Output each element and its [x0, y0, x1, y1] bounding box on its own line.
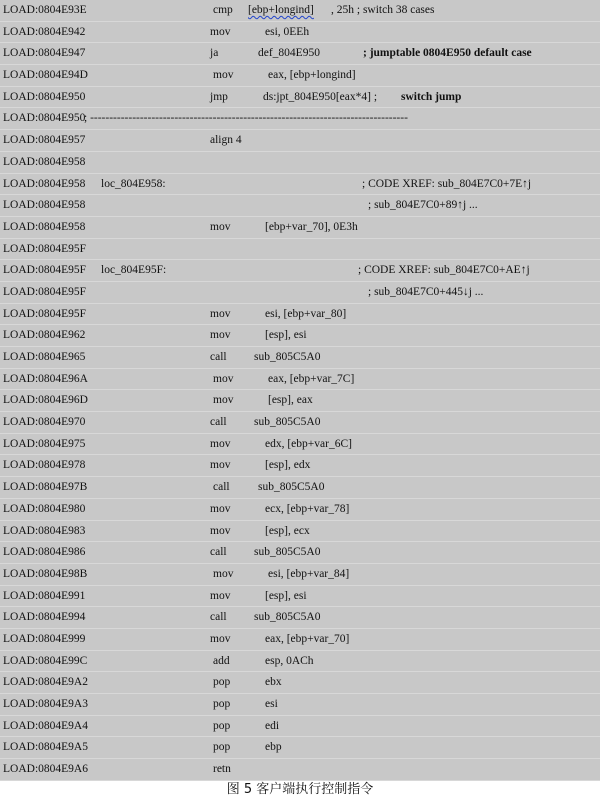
line-address: LOAD:0804E950	[3, 112, 86, 125]
line-mnemonic: mov	[213, 69, 234, 82]
line-address: LOAD:0804E958	[3, 155, 86, 168]
line-operand: sub_805C5A0	[254, 351, 321, 363]
listing-line	[0, 542, 600, 564]
line-mnemonic: retn	[213, 763, 231, 776]
line-address: LOAD:0804E95F	[3, 307, 87, 320]
line-mnemonic: jmp	[210, 90, 228, 103]
line-operand: [esp], ecx	[265, 524, 310, 537]
line-operand: ecx, [ebp+var_78]	[265, 502, 350, 515]
listing-line	[0, 195, 600, 217]
listing-line	[0, 152, 600, 174]
line-address: LOAD:0804E95F	[3, 264, 87, 277]
line-operand: esp, 0ACh	[265, 654, 314, 667]
line-operand: sub_805C5A0	[254, 546, 321, 559]
listing-line	[0, 499, 600, 521]
line-address: LOAD:0804E947	[3, 47, 86, 60]
line-mnemonic: call	[213, 481, 230, 494]
line-address: LOAD:0804E958	[3, 177, 86, 190]
line-address: LOAD:0804E98B	[3, 567, 88, 580]
line-mnemonic: ja	[210, 47, 219, 60]
line-operand: [ebp+var_70], 0E3h	[265, 220, 358, 233]
line-operand: [esp], esi	[265, 329, 307, 342]
line-address: LOAD:0804E95F	[3, 242, 87, 255]
line-mnemonic: mov	[210, 25, 231, 38]
listing-line	[0, 282, 600, 304]
line-operand: esi	[265, 698, 278, 710]
listing-line	[0, 174, 600, 196]
line-operand: ds:jpt_804E950[eax*4] ;	[263, 90, 378, 103]
line-address: LOAD:0804E96A	[3, 372, 88, 385]
listing-line	[0, 87, 600, 109]
line-address: LOAD:0804E970	[3, 416, 86, 429]
listing-line	[0, 0, 600, 22]
listing-line	[0, 325, 600, 347]
line-operand: esi, [ebp+var_84]	[268, 567, 350, 580]
listing-line	[0, 455, 600, 477]
line-mnemonic: pop	[213, 698, 231, 710]
line-operand: sub_805C5A0	[254, 416, 321, 429]
line-mnemonic: mov	[210, 459, 231, 472]
line-address: LOAD:0804E980	[3, 502, 86, 515]
listing-line	[0, 390, 600, 412]
listing-line	[0, 217, 600, 239]
line-mnemonic: mov	[210, 589, 231, 602]
figure-caption: 图 5 客户端执行控制指令	[226, 782, 374, 797]
line-mnemonic: add	[213, 654, 230, 667]
listing-line	[0, 130, 600, 152]
line-address: LOAD:0804E942	[3, 25, 86, 38]
line-operand: esi, [ebp+var_80]	[265, 307, 347, 320]
listing-line	[0, 607, 600, 629]
listing-line	[0, 434, 600, 456]
line-mnemonic: pop	[213, 741, 231, 754]
line-label: loc_804E95F:	[101, 264, 167, 277]
line-mnemonic: mov	[210, 329, 231, 342]
line-label: loc_804E958:	[101, 177, 166, 190]
line-address: LOAD:0804E9A5	[3, 741, 88, 754]
line-mnemonic: call	[210, 611, 227, 624]
line-address: LOAD:0804E97B	[3, 481, 88, 494]
line-address: LOAD:0804E994	[3, 611, 86, 624]
line-mnemonic: call	[210, 351, 227, 363]
line-address: LOAD:0804E950	[3, 90, 86, 103]
line-address: LOAD:0804E94D	[3, 69, 88, 82]
line-address: LOAD:0804E9A3	[3, 698, 88, 710]
line-mnemonic: align 4	[210, 134, 242, 147]
line-operand: [esp], edx	[265, 459, 311, 472]
line-address: LOAD:0804E978	[3, 459, 86, 472]
line-mnemonic: mov	[213, 372, 234, 385]
line-mnemonic: cmp	[213, 4, 233, 16]
line-mnemonic: mov	[210, 437, 231, 450]
line-mnemonic: mov	[213, 394, 234, 407]
line-address: LOAD:0804E9A4	[3, 719, 88, 732]
line-comment: ; CODE XREF: sub_804E7C0+7E↑j	[362, 177, 532, 190]
line-address: LOAD:0804E999	[3, 632, 86, 645]
line-address: LOAD:0804E975	[3, 437, 86, 450]
line-comment: ; CODE XREF: sub_804E7C0+AE↑j	[358, 264, 530, 277]
listing-line	[0, 369, 600, 391]
line-comment: , 25h ; switch 38 cases	[331, 4, 435, 16]
listing-line	[0, 694, 600, 716]
line-operand: eax, [ebp+var_70]	[265, 632, 350, 645]
listing-line	[0, 65, 600, 87]
line-address: LOAD:0804E986	[3, 546, 86, 559]
line-operand: ebp	[265, 741, 282, 754]
line-comment: ; sub_804E7C0+89↑j ...	[368, 199, 478, 212]
line-operand: eax, [ebp+longind]	[268, 69, 356, 82]
listing-line	[0, 672, 600, 694]
line-mnemonic: mov	[210, 502, 231, 515]
listing-line	[0, 260, 600, 282]
line-operand: edx, [ebp+var_6C]	[265, 437, 352, 450]
listing-line	[0, 759, 600, 781]
line-address: LOAD:0804E965	[3, 351, 86, 363]
line-comment: switch jump	[401, 90, 462, 103]
line-operand: esi, 0EEh	[265, 25, 310, 38]
listing-line	[0, 22, 600, 44]
line-address: LOAD:0804E958	[3, 199, 86, 212]
line-address: LOAD:0804E957	[3, 134, 86, 147]
listing-line	[0, 737, 600, 759]
line-address: LOAD:0804E95F	[3, 285, 87, 298]
listing-line	[0, 108, 600, 130]
line-address: LOAD:0804E958	[3, 220, 86, 233]
line-address: LOAD:0804E9A2	[3, 676, 88, 689]
line-operand: [esp], esi	[265, 589, 307, 602]
line-address: LOAD:0804E962	[3, 329, 86, 342]
line-mnemonic: call	[210, 546, 227, 559]
line-mnemonic: pop	[213, 676, 231, 689]
line-operand: ebx	[265, 676, 282, 689]
line-mnemonic: mov	[210, 524, 231, 537]
line-address: LOAD:0804E99C	[3, 654, 88, 667]
line-operand: [ebp+longind]	[248, 4, 314, 16]
line-comment: ; jumptable 0804E950 default case	[363, 47, 532, 60]
line-mnemonic: pop	[213, 719, 231, 732]
line-address: LOAD:0804E991	[3, 589, 86, 602]
line-address: LOAD:0804E93E	[3, 4, 87, 16]
listing-line	[0, 304, 600, 326]
listing-line	[0, 521, 600, 543]
line-mnemonic: mov	[213, 567, 234, 580]
line-separator: ; -----------------------------------------------------------------------------------	[84, 112, 408, 125]
listing-line	[0, 43, 600, 65]
line-address: LOAD:0804E9A6	[3, 763, 88, 776]
line-operand: eax, [ebp+var_7C]	[268, 372, 355, 385]
line-operand: edi	[265, 719, 280, 732]
listing-line	[0, 239, 600, 261]
line-mnemonic: mov	[210, 632, 231, 645]
line-mnemonic: mov	[210, 220, 231, 233]
line-mnemonic: call	[210, 416, 227, 429]
listing-line	[0, 651, 600, 673]
listing-line	[0, 716, 600, 738]
listing-line	[0, 586, 600, 608]
listing-line	[0, 412, 600, 434]
listing-line	[0, 629, 600, 651]
line-address: LOAD:0804E983	[3, 524, 86, 537]
line-comment: ; sub_804E7C0+445↓j ...	[368, 285, 484, 298]
line-operand: sub_805C5A0	[258, 481, 325, 494]
listing-line	[0, 347, 600, 369]
line-operand: [esp], eax	[268, 394, 313, 407]
line-mnemonic: mov	[210, 307, 231, 320]
line-address: LOAD:0804E96D	[3, 394, 88, 407]
listing-line	[0, 477, 600, 499]
line-operand: def_804E950	[258, 47, 320, 60]
line-operand: sub_805C5A0	[254, 611, 321, 624]
listing-line	[0, 564, 600, 586]
